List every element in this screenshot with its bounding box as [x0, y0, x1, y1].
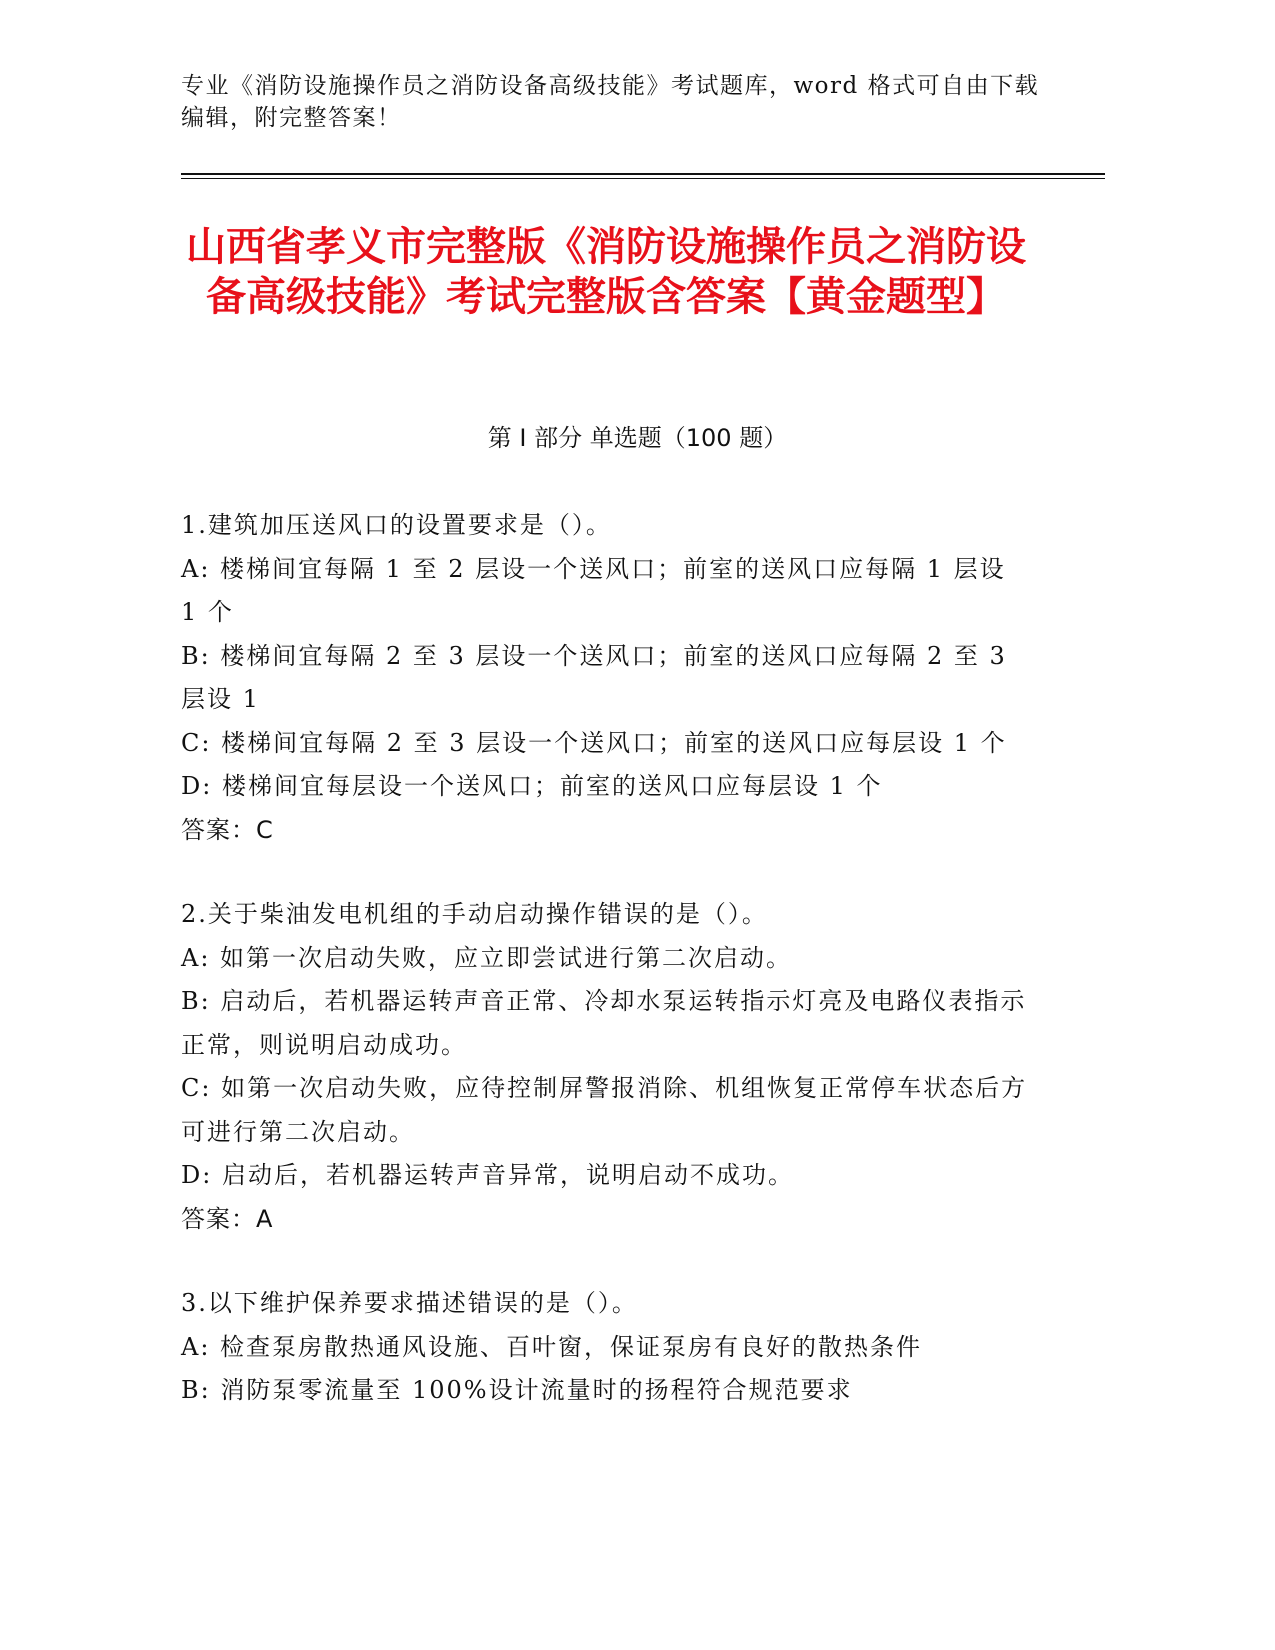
question-2: [181, 893, 1029, 1241]
option-d: D: 楼梯间宜每层设一个送风口；前室的送风口应每层设 1 个: [181, 772, 883, 800]
question-3: [181, 1282, 1029, 1413]
option-a: A: 楼梯间宜每隔 1 至 2 层设一个送风口；前室的送风口应每隔 1 层设 1 个: [181, 554, 1006, 626]
question-1: [181, 504, 1029, 852]
option-a: A: 如第一次启动失败，应立即尝试进行第二次启动。: [181, 943, 793, 972]
question-stem: 1.建筑加压送风口的设置要求是（）。: [181, 511, 612, 539]
option-d: D: 启动后，若机器运转声音异常，说明启动不成功。: [181, 1161, 794, 1189]
answer: 答案：C: [181, 815, 274, 844]
question-stem: 2.关于柴油发电机组的手动启动操作错误的是（）。: [181, 900, 768, 928]
option-b: B: 消防泵零流量至 100%设计流量时的扬程符合规范要求: [181, 1376, 853, 1404]
answer: 答案：A: [181, 1204, 274, 1233]
section-heading: 第 I 部分 单选题（100 题）: [487, 424, 788, 452]
option-a: A: 检查泵房散热通风设施、百叶窗，保证泵房有良好的散热条件: [181, 1332, 923, 1361]
option-c: C: 楼梯间宜每隔 2 至 3 层设一个送风口；前室的送风口应每层设 1 个: [181, 728, 1007, 757]
option-b: B: 楼梯间宜每隔 2 至 3 层设一个送风口；前室的送风口应每隔 2 至 3 层设 1: [181, 641, 1007, 713]
option-b: B: 启动后，若机器运转声音正常、冷却水泵运转指示灯亮及电路仪表指示正常，则说明启动成功。: [181, 987, 1027, 1059]
document-title: 山西省孝义市完整版《消防设施操作员之消防设备高级技能》考试完整版含答案【黄金题型】: [186, 224, 1026, 320]
header-rule-thick: [181, 173, 1105, 175]
question-list: [181, 504, 1029, 1454]
header-rule-thin: [181, 178, 1105, 179]
option-c: C: 如第一次启动失败，应待控制屏警报消除、机组恢复正常停车状态后方可进行第二次启动。: [181, 1074, 1028, 1146]
header-note: 专业《消防设施操作员之消防设备高级技能》考试题库，word 格式可自由下载编辑，附完整答案！: [181, 73, 1040, 131]
question-stem: 3.以下维护保养要求描述错误的是（）。: [181, 1289, 638, 1317]
